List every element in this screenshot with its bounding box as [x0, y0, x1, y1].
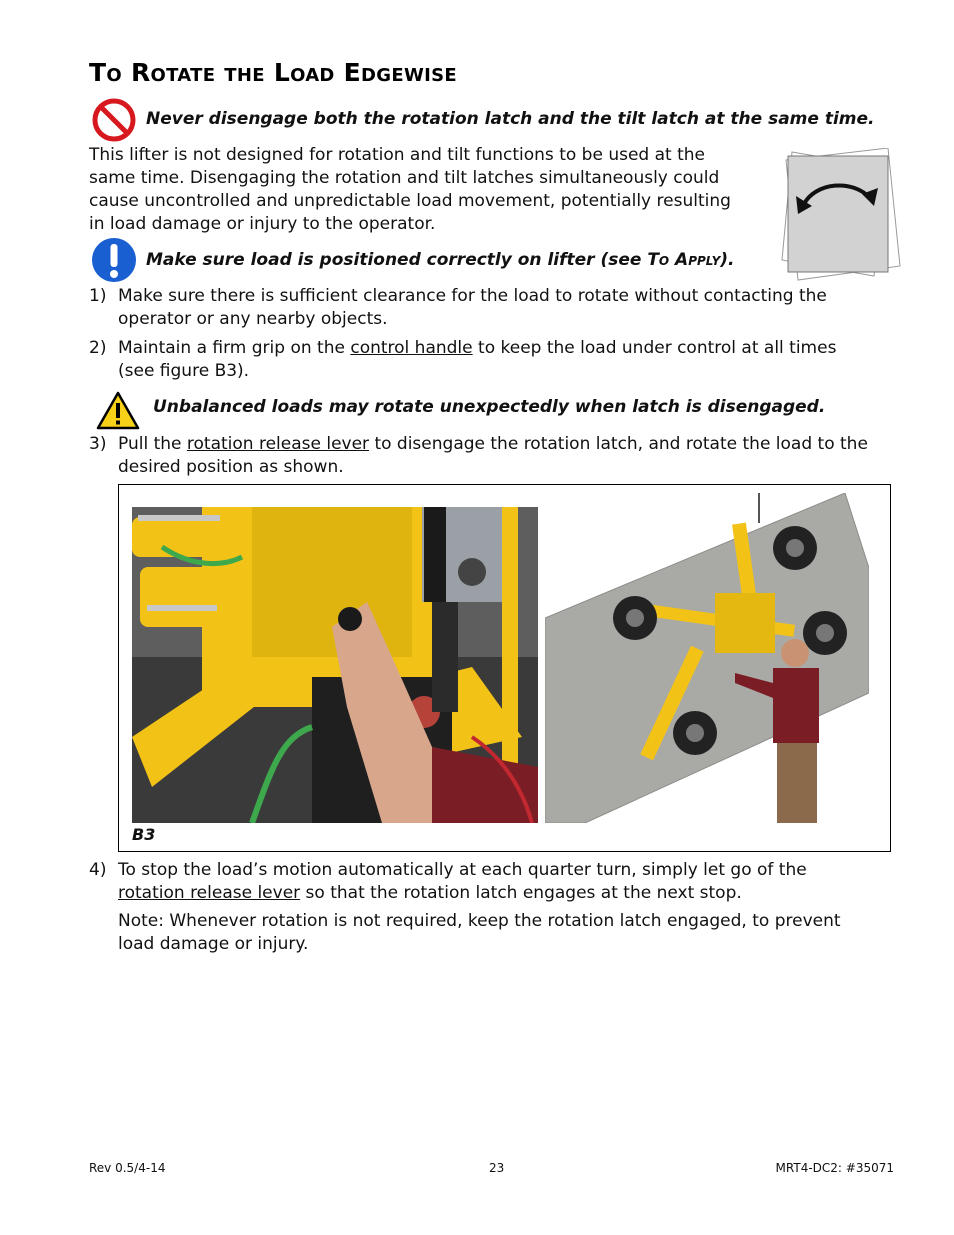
footer-page-number: 23 [489, 1161, 505, 1175]
step-1-number: 1) [89, 286, 107, 306]
footer-revision: Rev 0.5/4-14 [89, 1161, 166, 1175]
step-2-number: 2) [89, 338, 107, 358]
figure-label: B3 [132, 825, 156, 844]
rotation-release-lever-link[interactable]: rotation release lever [186, 434, 370, 454]
step-1-text: Make sure there is sufficient clearance for the load to rotate without contacting the operator or any nearby objects. [118, 286, 827, 329]
lever-closeup-photo [132, 507, 538, 823]
step-3-before: Pull the [118, 434, 187, 454]
control-handle-link[interactable]: control handle [350, 338, 473, 358]
warning-triangle-icon [96, 391, 140, 431]
step-3-text [118, 433, 878, 479]
mandatory-text-after: ). [720, 250, 735, 270]
rotation-release-lever-link-2[interactable]: rotation release lever [118, 883, 301, 903]
prohibition-text: Never disengage both the rotation latch and the tilt latch at the same time. [146, 109, 875, 129]
page-title: To Rotate the Load Edgewise [89, 58, 457, 87]
step-4-before: To stop the load’s motion automatically at each quarter turn, simply let go of the [118, 860, 807, 880]
step-4-text [118, 859, 878, 905]
mandatory-action-icon [91, 237, 137, 283]
step-4-after: so that the rotation latch engages at the next stop. [300, 883, 742, 903]
intro-paragraph: This lifter is not designed for rotation and tilt functions to be used at the same time. Disengaging the rotation and tilt latches simultaneously could cause uncontrolled and unpredictable load movement, potentially resulting in load damage or injury to the operator. [89, 145, 731, 234]
step-2-before: Maintain a firm grip on the [118, 338, 351, 358]
step-4-number: 4) [89, 860, 107, 880]
figure-b3 [118, 484, 891, 852]
prohibition-icon [91, 97, 137, 143]
caution-text: Unbalanced loads may rotate unexpectedly when latch is disengaged. [153, 397, 826, 417]
mandatory-action-text [146, 249, 786, 271]
step-2-after: to keep the load under control at all times (see figure B3). [118, 338, 837, 381]
step-3-after: to disengage the rotation latch, and rotate the load to the desired position as shown. [118, 434, 868, 477]
step-2-text [118, 337, 878, 383]
footer-document-id: MRT4-DC2: #35071 [775, 1161, 894, 1175]
rotation-diagram [778, 148, 903, 283]
to-apply-reference[interactable]: To Apply [647, 250, 721, 270]
operator-rotating-load-photo [545, 493, 869, 823]
mandatory-text-before: Make sure load is positioned correctly on lifter (see [146, 250, 648, 270]
step-3-number: 3) [89, 434, 107, 454]
note-paragraph: Note: Whenever rotation is not required, keep the rotation latch engaged, to prevent load damage or injury. [118, 911, 841, 954]
